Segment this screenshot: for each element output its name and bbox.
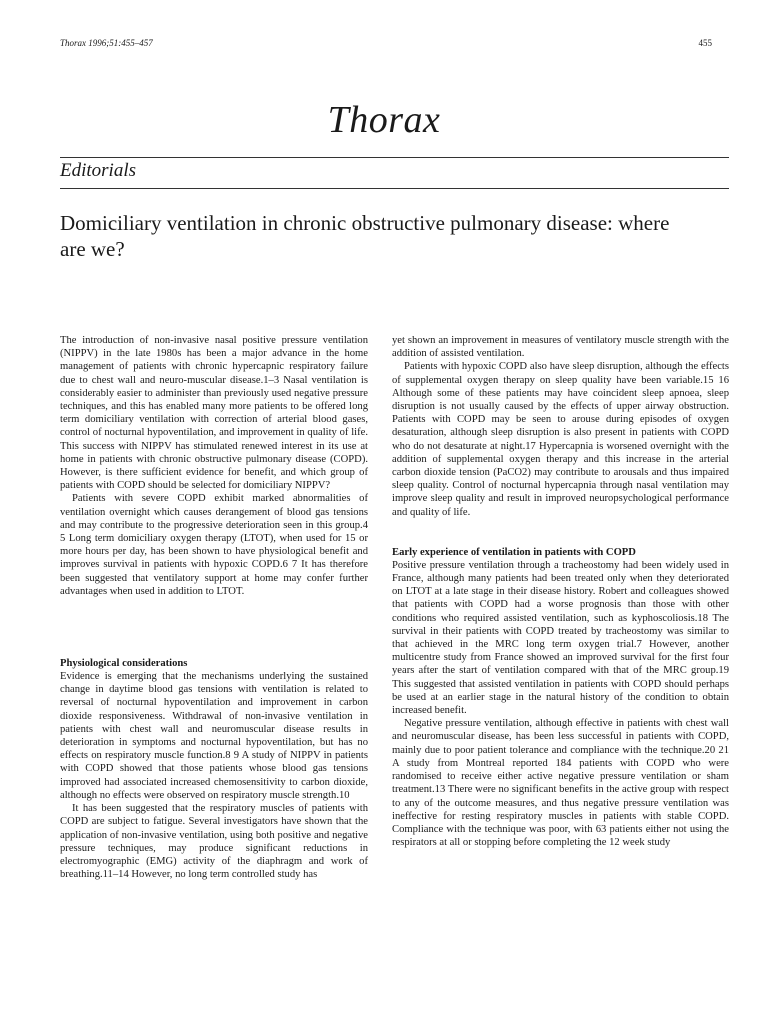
sleep-paragraph: Patients with hypoxic COPD also have sleep disruption, although the effects of supplemental oxygen therapy on sleep quality have been variable.15 16 Although some of these patients may have coincident sleep apnoea, sleep disruption is not usually caused by the effects of upper airway obstruction. Patients with COPD may be seen to arouse during episodes of oxygen desaturation, although sleep disruption is also present in patients with COPD who do not desaturate at night.17 Hypercapnia is worsened overnight with the addition of supplemental oxygen therapy and this increase in the arterial carbon dioxide tension (PaCO2) may contribute to arousals and thus impaired sleep quality. Control of nocturnal hypercapnia through nasal ventilation may improve sleep quality and result in improved neuropsychological performance and quality of life. <box>392 361 729 518</box>
page-number: 455 <box>698 38 712 48</box>
physiological-paragraph-2: It has been suggested that the respiratory muscles of patients with COPD are subject to fatigue. Several investigators have shown that the application of non-invasive ventilation, using both positive and negative pressure techniques, may produce significant reductions in electromyographic (EMG) activity of the diaphragm and work of breathing.11–14 However, no long term controlled study has <box>60 803 368 881</box>
rule-top <box>60 157 729 158</box>
right-column <box>392 334 729 849</box>
intro-paragraph-1: The introduction of non-invasive nasal positive pressure ventilation (NIPPV) in the late 1980s has been a major advance in the home management of patients with chronic hypercapnic respiratory failure due to chest wall and neuro-muscular disease.1–3 Nasal ventilation is considerably easier to administer than previously used negative pressure techniques, and this has enabled many more patients to be offered long term domiciliary ventilation with correction of arterial blood gases, control of nocturnal hypoventilation, and improvement in quality of life. This success with NIPPV has stimulated renewed interest in its use at home in patients with chronic obstructive pulmonary disease (COPD). However, is there sufficient evidence for benefit, and which group of patients with COPD should be selected for domiciliary NIPPV? <box>60 335 368 492</box>
citation-line: Thorax 1996;51:455–457 <box>60 38 153 48</box>
section-label: Editorials <box>60 160 137 181</box>
journal-title: Thorax <box>327 99 441 141</box>
left-column <box>60 334 368 881</box>
rule-bottom <box>60 188 729 189</box>
early-paragraph-1: Positive pressure ventilation through a tracheostomy had been widely used in France, although many patients had been treated only when they deteriorated on LTOT at a late stage in their disease history. Robert and colleagues showed that patients with COPD had a worse prognosis than those with other conditions who required assisted ventilation, such as kyphoscoliosis.18 The survival in their patients with COPD treated by tracheostomy was similar to that achieved in the MRC long term oxygen trial.7 However, another multicentre study from France showed an improved survival for the first four years after the start of ventilation compared with that of the MRC group.19 This suggested that assisted ventilation in patients with COPD should perhaps be used at an earlier stage in the natural history of the condition to obtain increased benefit. <box>392 559 729 717</box>
heading-early-experience: Early experience of ventilation in patients with COPD <box>392 546 636 558</box>
continued-paragraph: yet shown an improvement in measures of ventilatory muscle strength with the addition of assisted ventilation. <box>392 335 729 360</box>
early-paragraph-2: Negative pressure ventilation, although effective in patients with chest wall and neuromuscular disease, has been less successful in patients with COPD, mainly due to poor patient tolerance and compliance with the technique.20 21 A study from Montreal reported 184 patients with COPD who were randomised to receive either active negative pressure ventilation or sham treatment.13 There were no significant benefits in the active group with respect to any of the outcome measures, and thus negative pressure ventilation was ineffective for resting respiratory muscles in patients with stable COPD. Compliance with the technique was poor, with 63 patients either not using the respirators at all or stopping before completing the 12 week study <box>392 718 729 849</box>
physiological-paragraph-1: Evidence is emerging that the mechanisms underlying the sustained change in daytime blood gas tensions with ventilation is related to reversal of nocturnal hypoventilation and improvement in carbon dioxide responsiveness. Withdrawal of non-invasive ventilation in patients with chest wall and neuromuscular disease results in deterioration in symptoms and nocturnal hypoventilation, but has no effects on respiratory muscle function.8 9 A study of NIPPV in patients with COPD showed that those patients whose blood gas tensions improved had associated increased chemosensitivity to carbon dioxide, although no effects were observed on respiratory muscle strength.10 <box>60 671 368 801</box>
article-title: Domiciliary ventilation in chronic obstructive pulmonary disease: where are we? <box>60 211 670 261</box>
heading-physiological-considerations: Physiological considerations <box>60 658 188 670</box>
intro-paragraph-2: Patients with severe COPD exhibit marked abnormalities of ventilation overnight which causes derangement of blood gas tensions and may contribute to the progressive deterioration seen in this group.4 5 Long term domiciliary oxygen therapy (LTOT), when used for 15 or more hours per day, has been shown to have physiological benefit and improves survival in patients with hypoxic COPD.6 7 It has therefore been suggested that ventilatory support at home may confer further advantages when used in addition to LTOT. <box>60 493 368 597</box>
